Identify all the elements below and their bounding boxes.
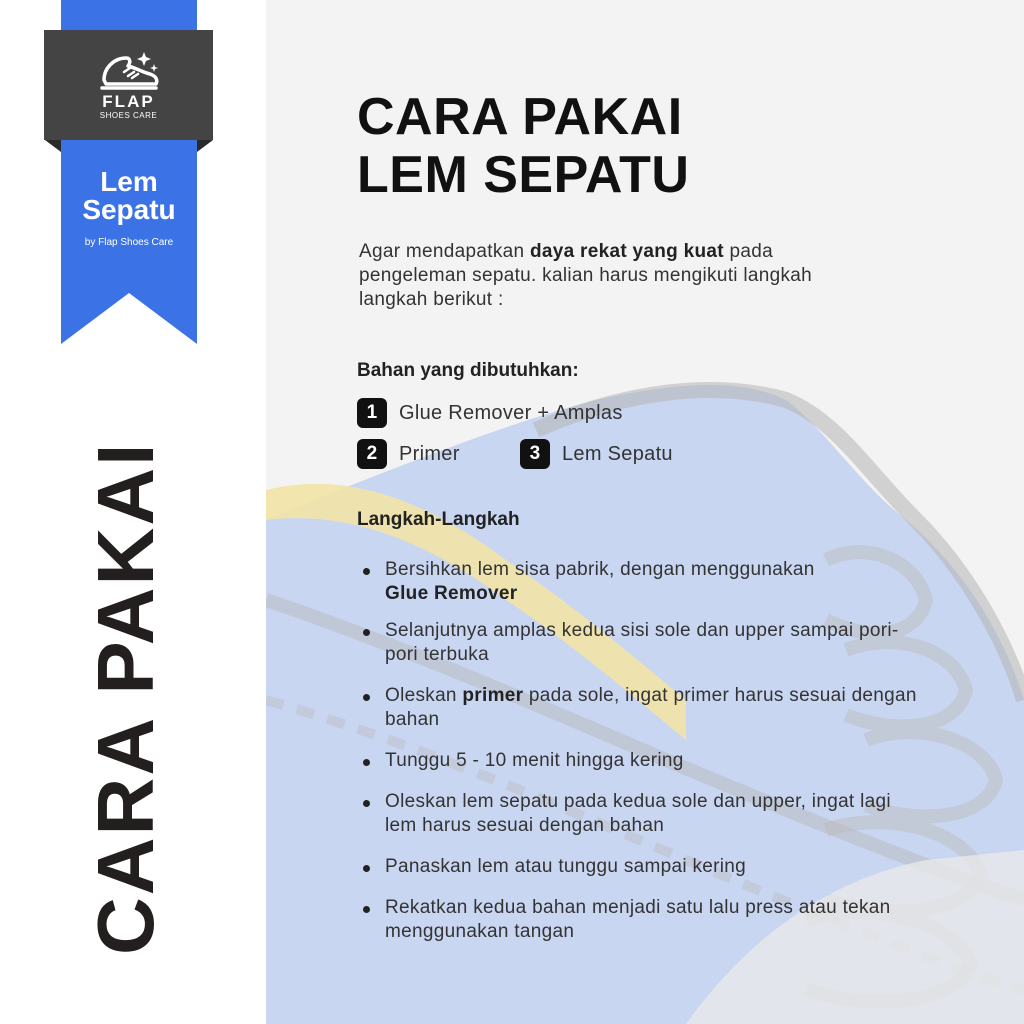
intro-text-post: pada pengeleman sepatu. kalian harus mengikuti langkah langkah berikut : <box>359 241 813 310</box>
material-item <box>520 439 673 469</box>
ribbon-title <box>61 168 197 224</box>
ribbon-byline: by Flap Shoes Care <box>84 237 174 248</box>
number-badge: 2 <box>357 439 387 469</box>
material-label: Lem Sepatu <box>562 442 673 465</box>
material-item <box>357 398 623 428</box>
material-label: Primer <box>399 442 460 465</box>
intro-paragraph <box>359 240 879 312</box>
logo-wordmark: FLAP <box>102 92 155 111</box>
ribbon-title-line2: Sepatu <box>82 194 176 225</box>
steps-heading: Langkah-Langkah <box>357 509 520 530</box>
vertical-title: CARA PAKAI <box>81 441 170 955</box>
step-text: Tunggu 5 - 10 menit hingga kering <box>385 750 684 771</box>
shoe-sparkle-icon <box>96 50 162 96</box>
step-text-bold: primer <box>462 685 524 706</box>
step-text-post: pada sole, ingat primer harus sesuai dengan bahan <box>385 685 917 730</box>
page-title <box>357 88 689 204</box>
step-text: Oleskan lem sepatu pada kedua sole dan upper, ingat lagi lem harus sesuai dengan bahan <box>385 791 891 836</box>
step-item <box>360 558 920 606</box>
step-item <box>360 855 920 879</box>
steps-list <box>360 558 920 944</box>
logo-subtitle: SHOES CARE <box>99 111 158 120</box>
step-item <box>360 896 920 944</box>
ribbon-fold-right <box>197 140 213 152</box>
ribbon-title-line1: Lem <box>100 166 158 197</box>
ribbon-top <box>61 0 197 32</box>
ribbon-fold-left <box>45 140 61 152</box>
step-text: Oleskan <box>385 685 463 706</box>
step-text-bold: Glue Remover <box>385 583 518 604</box>
material-label: Glue Remover + Amplas <box>399 401 623 424</box>
material-item <box>357 439 460 469</box>
page-title-line1: CARA PAKAI <box>357 88 683 146</box>
number-badge: 3 <box>520 439 550 469</box>
page-title-line2: LEM SEPATU <box>357 146 690 204</box>
materials-heading: Bahan yang dibutuhkan: <box>357 360 579 381</box>
intro-text-pre: Agar mendapatkan <box>359 241 530 262</box>
step-item <box>360 790 920 838</box>
step-text: Bersihkan lem sisa pabrik, dengan menggunakan <box>385 559 815 580</box>
step-text: Rekatkan kedua bahan menjadi satu lalu press atau tekan menggunakan tangan <box>385 897 891 942</box>
step-item <box>360 684 920 732</box>
step-item <box>360 749 920 773</box>
step-text: Panaskan lem atau tunggu sampai kering <box>385 856 747 877</box>
step-item <box>360 619 920 667</box>
step-text: Selanjutnya amplas kedua sisi sole dan upper sampai pori-pori terbuka <box>385 620 899 665</box>
intro-text-bold: daya rekat yang kuat <box>529 241 724 262</box>
number-badge: 1 <box>357 398 387 428</box>
